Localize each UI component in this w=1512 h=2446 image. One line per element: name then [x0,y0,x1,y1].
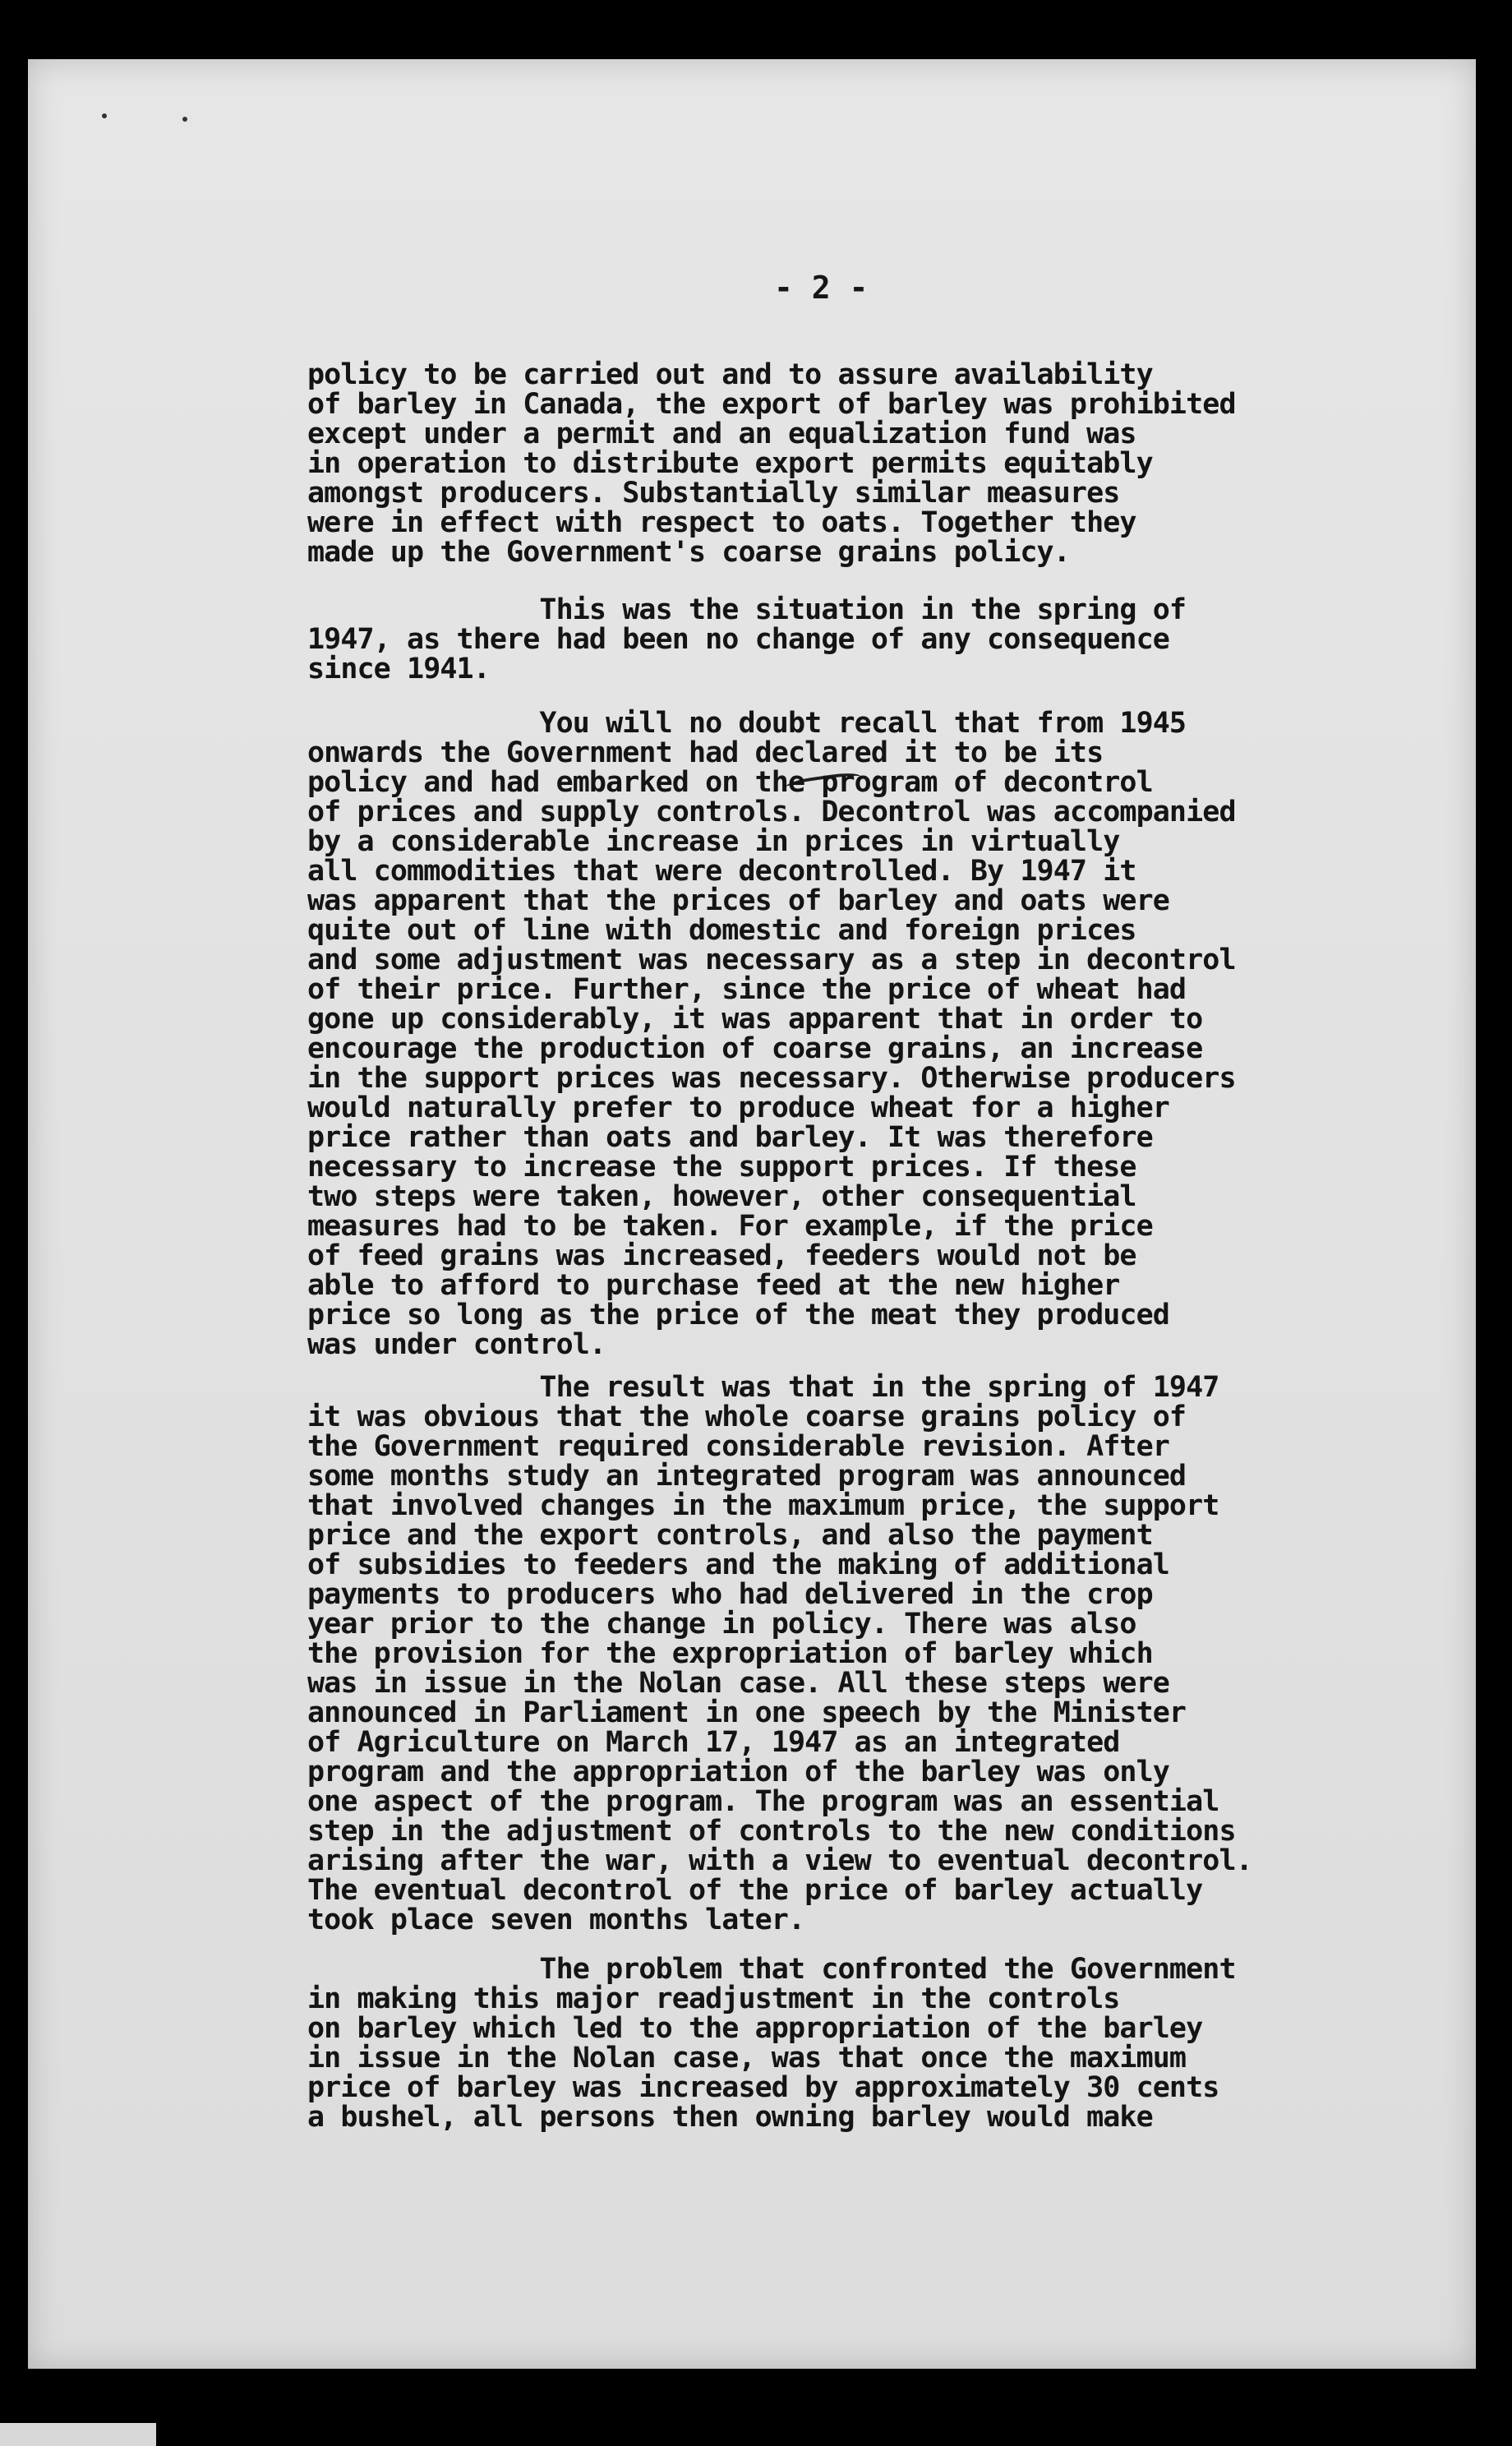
text-line: in making this major readjustment in the controls [307,1982,1120,2015]
text-line: encourage the production of coarse grains, an increase [307,1032,1203,1065]
text-line: You will no doubt recall that from 1945 [307,707,1187,740]
paragraph [307,1954,1408,2132]
text-line: was in issue in the Nolan case. All these steps were [307,1667,1169,1700]
typewritten-page [28,59,1476,2369]
text-line: of Agriculture on March 17, 1947 as an integrated [307,1726,1120,1759]
text-line: arising after the war, with a view to eventual decontrol. [307,1844,1252,1877]
text-line: policy to be carried out and to assure availability [307,358,1153,391]
text-line: a bushel, all persons then owning barley would make [307,2101,1153,2134]
text-line: The eventual decontrol of the price of barley actually [307,1874,1203,1907]
text-line: of barley in Canada, the export of barley was prohibited [307,388,1236,421]
paragraph [307,595,1408,684]
text-line: quite out of line with domestic and foreign prices [307,914,1136,947]
text-line: payments to producers who had delivered in the crop [307,1578,1153,1611]
text-line: measures had to be taken. For example, if the price [307,1210,1153,1243]
paragraph [307,360,1408,567]
text-line: price of barley was increased by approximately 30 cents [307,2071,1219,2104]
text-line: of subsidies to feeders and the making of additional [307,1548,1169,1581]
text-line: amongst producers. Substantially similar measures [307,477,1120,510]
text-line: made up the Government's coarse grains policy. [307,536,1070,569]
text-line: of feed grains was increased, feeders would not be [307,1239,1136,1272]
text-line: the provision for the expropriation of barley which [307,1637,1153,1670]
text-line: price so long as the price of the meat they produced [307,1299,1169,1331]
text-line: This was the situation in the spring of [307,593,1187,626]
text-line: onwards the Government had declared it to be its [307,736,1104,769]
text-line: price rather than oats and barley. It was therefore [307,1121,1153,1154]
text-line: step in the adjustment of controls to the new conditions [307,1815,1236,1848]
text-line: policy and had embarked on the program of decontrol [307,766,1153,799]
page-number: - 2 - [774,270,869,306]
text-line: in issue in the Nolan case, was that once the maximum [307,2042,1187,2074]
text-line: The problem that confronted the Government [307,1953,1236,1986]
text-line: necessary to increase the support prices. If these [307,1151,1136,1184]
text-line: announced in Parliament in one speech by the Minister [307,1696,1187,1729]
text-line: it was obvious that the whole coarse grains policy of [307,1401,1187,1433]
text-line: one aspect of the program. The program was an essential [307,1785,1219,1818]
text-line: by a considerable increase in prices in virtually [307,825,1120,858]
text-line: price and the export controls, and also the payment [307,1519,1153,1552]
text-line: took place seven months later. [307,1904,805,1936]
text-line: since 1941. [307,653,490,685]
text-line: The result was that in the spring of 1947 [307,1371,1219,1404]
text-line: of prices and supply controls. Decontrol was accompanied [307,796,1236,828]
text-line: was under control. [307,1328,606,1361]
text-line: program and the appropriation of the barley was only [307,1756,1169,1788]
text-line: 1947, as there had been no change of any consequence [307,623,1169,656]
text-line: that involved changes in the maximum price, the support [307,1489,1219,1522]
text-line: except under a permit and an equalization fund was [307,418,1136,450]
paragraph [307,708,1408,1359]
scan-edge-label [0,2423,156,2446]
text-line: year prior to the change in policy. There was also [307,1608,1136,1641]
text-line: were in effect with respect to oats. Together they [307,506,1136,539]
text-line: on barley which led to the appropriation of the barley [307,2012,1203,2045]
ink-speck [102,113,107,118]
text-line: two steps were taken, however, other consequential [307,1180,1136,1213]
paragraph [307,1373,1408,1935]
text-line: would naturally prefer to produce wheat for a higher [307,1091,1169,1124]
text-line: in the support prices was necessary. Otherwise producers [307,1062,1236,1095]
text-line: all commodities that were decontrolled. By 1947 it [307,855,1136,888]
text-line: and some adjustment was necessary as a step in decontrol [307,944,1236,976]
text-line: gone up considerably, it was apparent that in order to [307,1003,1203,1036]
text-line: some months study an integrated program was announced [307,1460,1187,1493]
text-line: of their price. Further, since the price of wheat had [307,973,1187,1006]
text-line: in operation to distribute export permits equitably [307,447,1153,480]
text-line: was apparent that the prices of barley and oats were [307,884,1169,917]
text-line: the Government required considerable revision. After [307,1430,1169,1463]
ink-speck [182,117,187,122]
text-line: able to afford to purchase feed at the new higher [307,1269,1120,1302]
